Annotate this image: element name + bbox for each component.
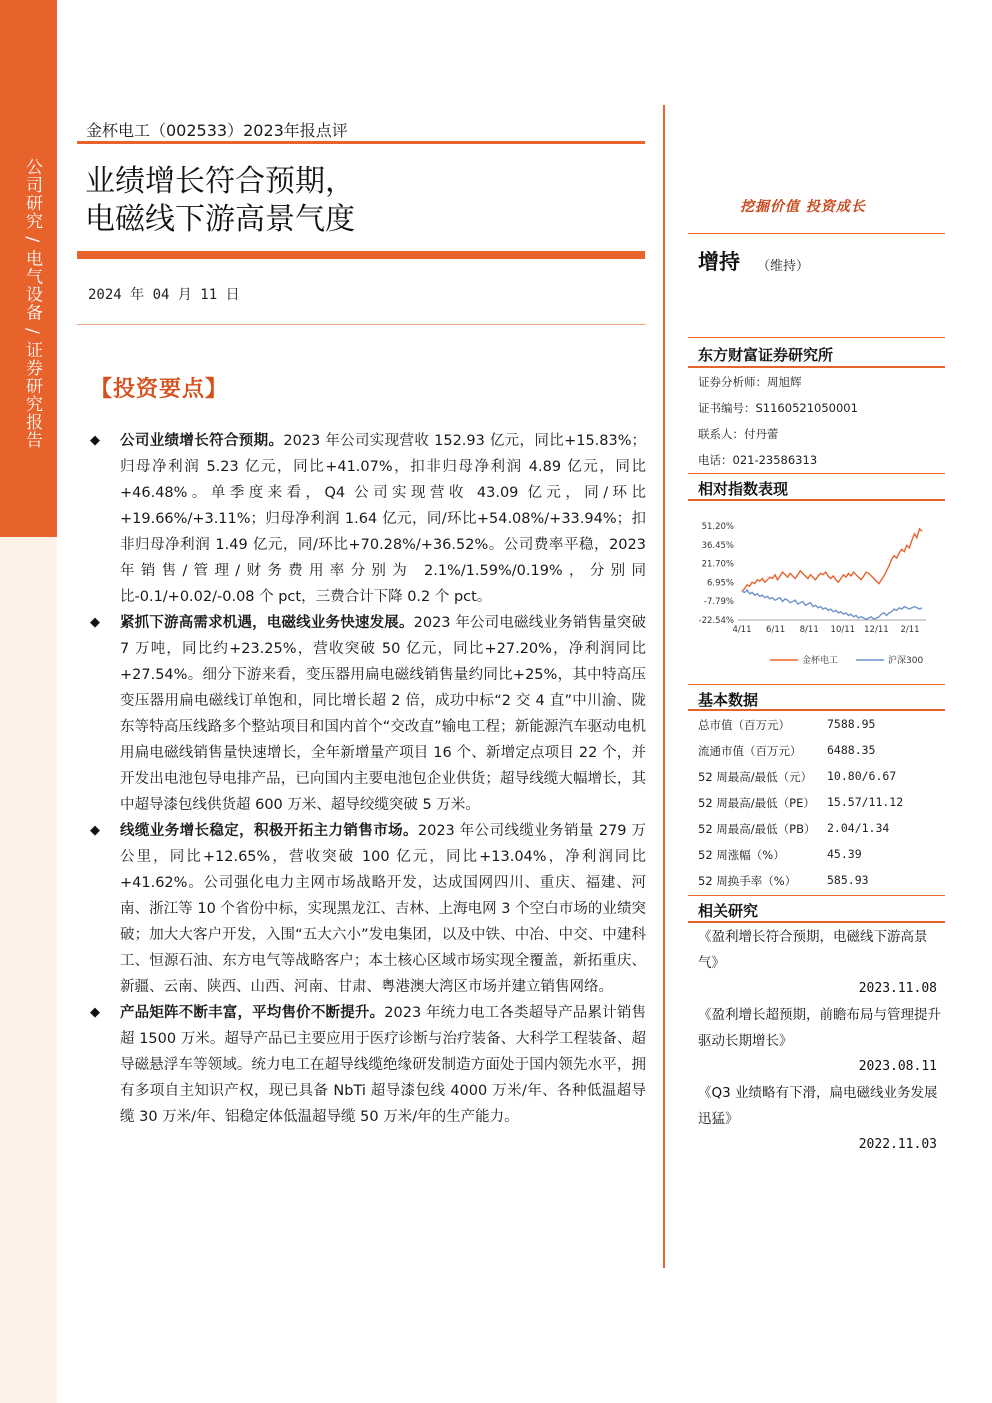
research-item[interactable] bbox=[698, 1080, 943, 1158]
investment-points bbox=[90, 428, 646, 1130]
point-lead: 产品矩阵不断丰富，平均售价不断提升。 bbox=[120, 1005, 385, 1021]
contact-person: 联系人：付丹蕾 bbox=[698, 427, 779, 441]
row-key: 流通市值（百万元） bbox=[698, 744, 802, 758]
diamond-bullet-icon: ◆ bbox=[90, 823, 100, 838]
related-research bbox=[698, 924, 943, 1158]
point-lead: 紧抓下游高需求机遇，电磁线业务快速发展。 bbox=[120, 615, 414, 631]
point-lead: 公司业绩增长符合预期。 bbox=[120, 433, 284, 449]
relative-index-chart bbox=[688, 508, 945, 678]
phone: 电话：021-23586313 bbox=[698, 453, 818, 467]
row-value: 585.93 bbox=[827, 873, 869, 887]
table-row bbox=[698, 738, 943, 764]
row-key: 52 周最高/最低（元） bbox=[698, 770, 813, 784]
headline-line-2: 电磁线下游高景气度 bbox=[85, 202, 355, 237]
legend-label: 沪深300 bbox=[888, 656, 924, 666]
research-title-text: 《盈利增长符合预期，电磁线下游高景气》 bbox=[698, 929, 928, 971]
headline-line-1: 业绩增长符合预期， bbox=[85, 164, 355, 199]
research-title: 相关研究 bbox=[698, 902, 759, 920]
y-tick-label: 36.45% bbox=[701, 540, 734, 551]
research-item[interactable] bbox=[698, 1002, 943, 1080]
x-tick-label: 10/11 bbox=[830, 625, 856, 635]
research-date: 2023.11.08 bbox=[858, 981, 937, 996]
x-tick-label: 4/11 bbox=[732, 625, 752, 635]
chart-top-line bbox=[688, 473, 945, 474]
institute-name: 东方财富证券研究所 bbox=[698, 346, 834, 364]
basic-top-line bbox=[688, 684, 945, 685]
rating: 增持 bbox=[698, 250, 740, 274]
report-date: 2024 年 04 月 11 日 bbox=[88, 287, 240, 303]
table-row bbox=[698, 842, 943, 868]
point-text: 2023 年公司线缆业务销量 279 万公里，同比+12.65%，营收突破 100 亿元，同比+13.04%，净利润同比+41.62%。公司强化电力主网市场战略开发，达成国网四川、重庆、福建、河南、浙江等 10 个省份中标，实现黑龙江、吉林、上海电网 3 个空白市场的业绩突破；加大大客户开发，入围“五大六小”发电集团，以及中铁、中冶、中交、中建科工、恒源石油、东方电气等战略客户；本土核心区域市场实现全覆盖，新拓重庆、新疆、云南、陕西、山西、河南、甘肃、粤港澳大湾区市场并建立销售网络。 bbox=[120, 823, 647, 995]
research-title-text: 《盈利增长超预期，前瞻布局与管理提升驱动长期增长》 bbox=[698, 1007, 941, 1049]
research-top-line bbox=[688, 895, 945, 896]
point-text: 2023 年统力电工各类超导产品累计销售超 1500 万米。超导产品已主要应用于医疗诊断与治疗装备、大科学工程装备、超导磁悬浮车等领域。统力电工在超导线缆绝缘研发制造方面处于国内领先水平，拥有多项自主知识产权，现已具备 NbTi 超导漆包线 4000 万米/年、各种低温超导缆 30 万米/年、铝稳定体低温超导缆 50 万米/年的生产能力。 bbox=[120, 1005, 646, 1125]
basic-data-table bbox=[698, 712, 943, 894]
table-row bbox=[698, 816, 943, 842]
slogan-divider bbox=[688, 233, 945, 234]
chart-title: 相对指数表现 bbox=[698, 480, 789, 498]
analyst: 证券分析师：周旭辉 bbox=[698, 375, 802, 389]
row-value: 6488.35 bbox=[827, 743, 876, 757]
point-lead: 线缆业务增长稳定，积极开拓主力销售市场。 bbox=[120, 823, 418, 839]
y-tick-label: -22.54% bbox=[698, 616, 734, 626]
rating-note: （维持） bbox=[757, 259, 810, 274]
point-item bbox=[90, 1000, 646, 1130]
row-key: 52 周最高/最低（PE） bbox=[698, 796, 815, 810]
y-tick-label: 51.20% bbox=[701, 522, 734, 532]
category-label: 公司研究 / 电气设备 / 证券研究报告 bbox=[22, 158, 42, 450]
row-key: 总市值（百万元） bbox=[698, 718, 790, 732]
row-value: 15.57/11.12 bbox=[827, 795, 904, 809]
point-text: 2023 年公司实现营收 152.93 亿元，同比+15.83%；归母净利润 5.23 亿元，同比+41.07%，扣非归母净利润 4.89 亿元，同比+46.48%。单季度来看，Q4 公司实现营收 43.09 亿元，同/环比+19.66%/+3.11%；归母净利润 1.64 亿元，同/环比+54.08%/+33.94%；扣非归母净利润 1.49 亿元，同/环比+70.28%/+36.52%。公司费率平稳，2023 年销售/管理/财务费用率分别为 2.1%/1.59%/0.19%，分别同比-0.1/+0.02/-0.08 个 pct，三费合计下降 0.2 个 pct。 bbox=[120, 433, 647, 605]
section-title: 【投资要点】 bbox=[90, 376, 229, 402]
legend-label: 金杯电工 bbox=[802, 656, 839, 666]
headline bbox=[85, 163, 645, 239]
row-value: 45.39 bbox=[827, 847, 862, 861]
headline-divider bbox=[77, 251, 645, 259]
institute-top-line bbox=[688, 337, 945, 338]
y-tick-label: -7.79% bbox=[703, 597, 734, 608]
x-tick-label: 6/11 bbox=[766, 625, 786, 635]
slogan: 挖掘价值 投资成长 bbox=[740, 199, 866, 215]
row-key: 52 周最高/最低（PB） bbox=[698, 822, 816, 836]
row-value: 10.80/6.67 bbox=[827, 769, 897, 783]
point-text: 2023 年公司电磁线业务销售量突破 7 万吨，同比约+23.25%，营收突破 50 亿元，同比+27.20%，净利润同比+27.54%。细分下游来看，变压器用扁电磁线销售量约同比+25%，其中特高压变压器用扁电磁线订单饱和，同比增长超 2 倍，成功中标“2 交 4 直”中川渝、陇东等特高压线路多个整站项目和国内首个“交改直”输电工程；新能源汽车驱动电机用扁电磁线销售量快速增长，全年新增量产项目 16 个、新增定点项目 22 个，并开发出电池包导电排产品，已向国内主要电池包企业供货；超导线缆大幅增长，其中超导漆包线供货超 600 万米、超导绞缆突破 5 万米。 bbox=[120, 615, 646, 813]
table-row bbox=[698, 712, 943, 738]
x-tick-label: 2/11 bbox=[900, 625, 920, 635]
report-title: 金杯电工（002533）2023年报点评 bbox=[86, 121, 348, 140]
research-date: 2022.11.03 bbox=[858, 1137, 937, 1152]
date-divider bbox=[77, 324, 645, 325]
diamond-bullet-icon: ◆ bbox=[90, 615, 100, 630]
institute-bar bbox=[688, 366, 945, 368]
diamond-bullet-icon: ◆ bbox=[90, 1005, 100, 1020]
chart-svg bbox=[688, 508, 945, 678]
table-row bbox=[698, 764, 943, 790]
series-line-jinbei bbox=[742, 529, 922, 592]
x-tick-label: 8/11 bbox=[799, 625, 819, 635]
point-item bbox=[90, 818, 646, 1000]
research-title-text: 《Q3 业绩略有下滑，扁电磁线业务发展迅猛》 bbox=[698, 1085, 938, 1127]
row-value: 7588.95 bbox=[827, 717, 876, 731]
report-header bbox=[77, 112, 645, 144]
y-tick-label: 21.70% bbox=[701, 559, 734, 570]
table-row bbox=[698, 868, 943, 894]
row-key: 52 周涨幅（%） bbox=[698, 848, 785, 862]
chart-bar bbox=[688, 499, 945, 501]
column-divider bbox=[663, 105, 665, 1268]
basic-title: 基本数据 bbox=[698, 691, 759, 709]
research-date: 2023.08.11 bbox=[858, 1059, 937, 1074]
cert-number: 证书编号：S1160521050001 bbox=[698, 401, 858, 415]
x-tick-label: 12/11 bbox=[864, 625, 889, 635]
diamond-bullet-icon: ◆ bbox=[90, 433, 100, 448]
basic-bar bbox=[688, 709, 945, 711]
point-item bbox=[90, 428, 646, 610]
table-row bbox=[698, 790, 943, 816]
research-bar bbox=[688, 921, 945, 923]
row-key: 52 周换手率（%） bbox=[698, 874, 797, 888]
point-item bbox=[90, 610, 646, 818]
research-item[interactable] bbox=[698, 924, 943, 1002]
y-tick-label: 6.95% bbox=[706, 578, 734, 589]
series-line-hs300 bbox=[742, 590, 922, 619]
row-value: 2.04/1.34 bbox=[827, 821, 890, 835]
